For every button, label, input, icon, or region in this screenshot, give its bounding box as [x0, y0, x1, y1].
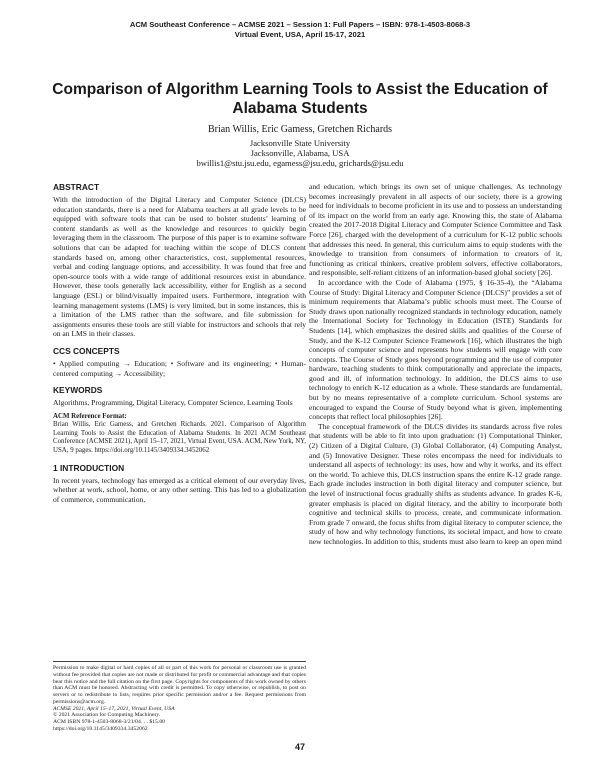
header-line-2: Virtual Event, USA, April 15-17, 2021: [234, 30, 366, 39]
keywords-text: Algorithms, Programming, Digital Literacy, Computer Science, Learning Tools: [53, 398, 293, 408]
permission-text: Permission to make digital or hard copies of all or part of this work for personal or classroom use is granted without fee provided that copies are not made or distributed for profit or commercial advantage and that copies bear this notice and the full citation on the first page. Copyrights for components of this work owned by others than ACM must be honored. Abstracting with credit is permitted. To copy otherwise, or republish, to post on servers or to redistribute to lists, requires prior specific permission and/or a fee. Request permissions from permissions@acm.org.: [53, 665, 306, 705]
author-list: Brian Willis, Eric Gamess, Gretchen Richards: [207, 124, 393, 135]
isbn-line: ACM ISBN 978-1-4503-8068-3/21/04. . . $15.00: [53, 719, 166, 725]
ccs-text: • Applied computing → Education; • Software and its engineering; • Human-centered computing → Accessibility;: [53, 358, 306, 378]
left-column: [53, 182, 306, 504]
permission-footnote: [53, 661, 306, 733]
intro-paragraph-3: The conceptual framework of the DLCS divides its standards across five roles that students will be able to fit into upon graduation: (1) Computational Thinker, (2) Citizen of a Digital Culture, (3) Global Collaborator, (4) Computing Analyst, and (5) Innovative Designer. These roles encompass the need for individuals to understand all aspects of technology: its uses, how and why it works, and its effect on the world. To achieve this, DLCS instruction spans the entire K-12 grade range. Each grade includes instruction in both digital literacy and computer science, but the level of instructional focus gradually shifts as students advance. In grades K-6, greater emphasis is placed on digital literacy, and the ability to incorporate both cognitive and technical skills to process, create, and communicate information. From grade 7 onward, the focus shifts from digital literacy to computer science, the study of how and why technology functions, its societal impact, and how to create new technologies. In addition to this, students must also learn to keep an open mind: [309, 421, 562, 546]
reference-format-text: Brian Willis, Eric Gamess, and Gretchen Richards. 2021. Comparison of Algorithm Learning Tools to Assist the Education of Alabama Students. In 2021 ACM Southeast Conference (ACMSE 2021), April 15–17, 2021, Virtual Event, USA. ACM, New York, NY, USA, 9 pages. https://doi.org/10.1145/3409334.3452062: [53, 421, 306, 455]
abstract-heading: ABSTRACT: [53, 182, 100, 192]
author-emails: bwillis1@stu.jsu.edu, egamess@jsu.edu, grichards@jsu.edu: [196, 158, 404, 169]
right-column: [309, 182, 562, 547]
reference-format-label: ACM Reference Format:: [53, 412, 127, 420]
page-number: 47: [294, 742, 305, 752]
introduction-heading: 1 INTRODUCTION: [53, 462, 125, 473]
venue-line: ACMSE 2021, April 15–17, 2021, Virtual Event, USA: [53, 705, 175, 712]
introduction-text: In recent years, technology has emerged as a critical element of our everyday lives, whether at work, school, home, or any other setting. This has led to a globalization of commerce, communication,: [53, 475, 306, 504]
copyright-line: © 2021 Association for Computing Machinery.: [53, 712, 161, 719]
intro-paragraph-2: In accordance with the Code of Alabama (1975, § 16-35-4), the “Alabama Course of Study: Digital Literacy and Computer Science (DLCS)” provides a set of minimum requirements that Alabama’s public schools must meet. The Course of Study draws upon nationally recognized standards in technology education, namely the International Society for Technology in Education (ISTE) Standards for Students [14], which emphasizes the desired skills and qualities of the Course of Study, and the K-12 Computer Science Framework [16], which illustrates the high concepts of computer science and represents how students will engage with core concepts. The Course of Study goes beyond programming and the use of computer hardware, teaching students to think computationally and appreciate the impacts, good and ill, of information technology. In addition, the DLCS aims to use technology to enrich K-12 education as a whole. These standards are fundamental, but by no means representative of a complete curriculum. School systems are encouraged to expand the Course of Study beyond what is given, implementing concepts that reflect local philosophies [26].: [309, 277, 562, 422]
affiliation-university: Jacksonville State University: [249, 138, 351, 148]
paper-title: Comparison of Algorithm Learning Tools to Assist the Education of Alabama Students: [52, 81, 548, 117]
header-line-1: ACM Southeast Conference – ACMSE 2021 – Session 1: Full Papers – ISBN: 978-1-4503-8068-3: [129, 20, 471, 29]
ccs-heading: CCS CONCEPTS: [53, 345, 120, 356]
doi-link[interactable]: https://doi.org/10.1145/3409334.3452062: [53, 725, 148, 732]
affiliation-block: [0, 138, 600, 169]
affiliation-location: Jacksonville, Alabama, USA: [250, 148, 350, 159]
keywords-heading: KEYWORDS: [53, 385, 103, 396]
intro-paragraph-1: and education, which brings its own set of unique challenges. As technology becomes increasingly prevalent in all aspects of our society, there is a growing need for individuals to become proficient in its use and to possess an understanding of its impact on the world from an early age. Knowing this, the state of Alabama created the 2017-2018 Digital Literacy and Computer Science Committee and Task Force [26], charged with the development of a curriculum for K-12 public schools that addresses this need. In general, this curriculum aims to equip students with the knowledge to transition from consumers of information to creators of it, functioning as critical thinkers, creative problem solvers, effective collaborators, and responsible, self-reliant citizens of an information-based global society [26].: [309, 182, 562, 278]
conference-header: [0, 20, 600, 40]
abstract-text: With the introduction of the Digital Literacy and Computer Science (DLCS) education standards, there is a need for Alabama teachers at all grade levels to be equipped with software tools that can be used to bolster students’ learning of content standards as well as the knowledge and resources to quickly begin leveraging them in the classroom. The purpose of this paper is to examine software solutions that can be adapted for teaching within the scope of DLCS content standards based on, among other characteristics, cost, supplemental resources, verbal and coding language options, and accessibility. It was found that free and open-source tools with a wide range of additional resources exist in abundance. However, these tools generally lack accessibility, either for English as a second language (ESL) or blind/visually impaired users. Furthermore, integration with learning management systems (LMS) is very limited, but in some instances, this is a limitation of the LMS rather than the software, and file submission for assignments ensures these tools are still viable for instructors and schools that rely on an LMS in their classes.: [53, 195, 306, 339]
